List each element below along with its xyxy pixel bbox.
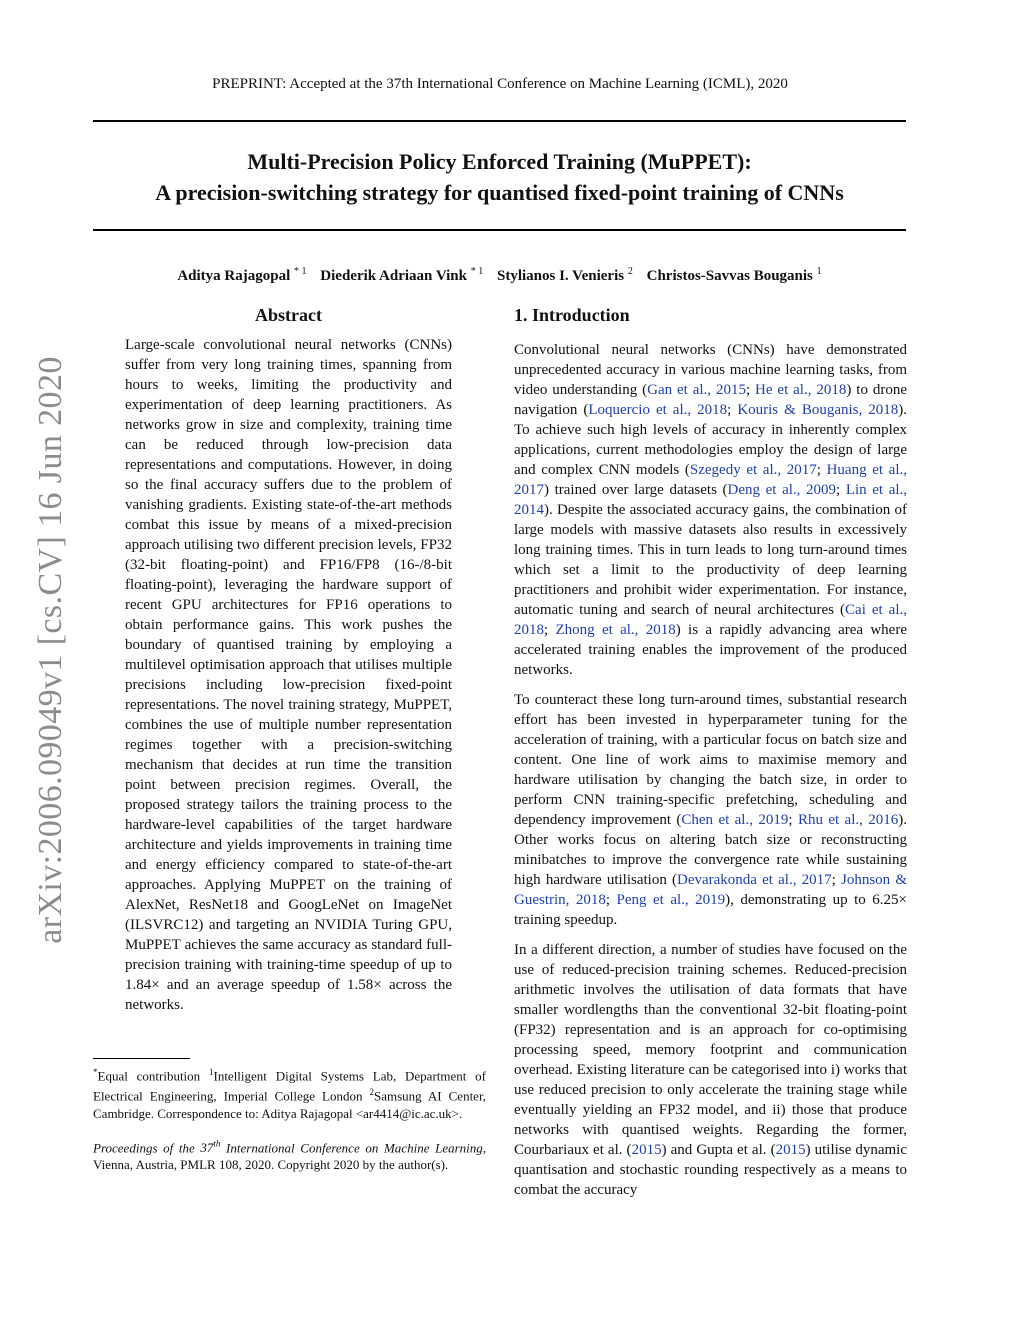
- citation-link[interactable]: Zhong et al., 2018: [555, 622, 676, 638]
- title-top-rule: [93, 120, 906, 122]
- title-line-1: Multi-Precision Policy Enforced Training (MuPPET):: [247, 149, 752, 174]
- citation-link[interactable]: Huang et al., 2017: [514, 462, 907, 498]
- footnotes: [93, 1064, 486, 1173]
- paragraph-text: ). To achieve such high levels of accuracy in inherently complex applications, current methodologies employ the design of large and complex CNN models (: [514, 402, 907, 478]
- title-bottom-rule: [93, 229, 906, 231]
- citation-link[interactable]: Kouris & Bouganis, 2018: [737, 402, 899, 418]
- paragraph-text: Convolutional neural networks (CNNs) have demonstrated unprecedented accuracy in various machine learning tasks, from video understanding (: [514, 342, 907, 398]
- citation-link[interactable]: Gan et al., 2015: [647, 382, 746, 398]
- title-line-2: A precision-switching strategy for quantised fixed-point training of CNNs: [155, 180, 844, 205]
- citation-link[interactable]: Johnson & Guestrin, 2018: [514, 872, 908, 908]
- paragraph-text: ;: [816, 462, 827, 478]
- author-list: [93, 266, 906, 285]
- paragraph-text: ;: [544, 622, 556, 638]
- paragraph-text: In a different direction, a number of studies have focused on the use of reduced-precision training schemes. Reduced-precision arithmetic involves the utilisation of data formats that have smaller wordlengths than the conventional 32-bit floating-point (FP32) representation and is an approach for co-optimising processing speed, memory footprint and communication overhead. Existing literature can be categorised into i) works that use reduced precision to only accelerate the training stage while eventually yielding an FP32 model, and ii) those that produce networks with quantised weights. Regarding the former, Courbariaux et al. (: [514, 942, 907, 1158]
- citation-link[interactable]: He et al., 2018: [755, 382, 847, 398]
- intro-heading: 1. Introduction: [514, 305, 630, 325]
- author: Aditya Rajagopal $^{* 1}$: [177, 266, 307, 284]
- abstract-text: Large-scale convolutional neural networks (CNNs) suffer from very long training times, spanning from hours to weeks, limiting the productivity and experimentation of deep learning practitioners. As networks grow in size and complexity, training time can be reduced through low-precision data representations and computations. However, in doing so the final accuracy suffers due to the problem of vanishing gradients. Existing state-of-the-art methods combat this issue by means of a mixed-precision approach utilising two different precision levels, FP32 (32-bit floating-point) and FP16/FP8 (16-/8-bit floating-point), leveraging the hardware support of recent GPU architectures for FP16 operations to obtain performance gains. This work pushes the boundary of quantised training by employing a multilevel optimisation approach that utilises multiple precisions including low-precision fixed-point representations. The novel training strategy, MuPPET, combines the use of multiple number representation regimes together with a precision-switching mechanism that decides at run time the transition point between precision regimes. Overall, the proposed strategy tailors the training process to the hardware-level capabilities of the target hardware architecture and yields improvements in training time and energy efficiency compared to state-of-the-art approaches. Applying MuPPET on the training of AlexNet, ResNet18 and GoogLeNet on ImageNet (ILSVRC12) and targeting an NVIDIA Turing GPU, MuPPET achieves the same accuracy as standard full-precision training with training-time speedup of up to 1.84× and an average speedup of 1.58× across the networks.: [125, 337, 452, 1013]
- paragraph-text: ) is a rapidly advancing area where accelerated training enables the improvement of the produced networks.: [514, 622, 907, 678]
- intro-paragraph: [514, 340, 907, 680]
- arxiv-stamp: arXiv:2006.09049v1 [cs.CV] 16 Jun 2020: [32, 356, 69, 944]
- author: Christos-Savvas Bouganis $^1$: [646, 266, 822, 284]
- paragraph-text: ) trained over large datasets (: [544, 482, 728, 498]
- paragraph-text: ), demonstrating up to 6.25× training speedup.: [514, 892, 907, 928]
- paragraph-text: ;: [745, 382, 756, 398]
- author: Stylianos I. Venieris $^2$: [496, 266, 633, 284]
- paragraph-text: ). Despite the associated accuracy gains, the combination of large models with massive datasets also results in excessively long training times. This in turn leads to long turn-around times which set a limit to the productivity of deep learning practitioners and prohibit wider experimentation. For instance, automatic tuning and search of neural architectures (: [514, 502, 907, 618]
- paragraph-text: ). Other works focus on altering batch size or reconstructing minibatches to improve the convergence rate while sustaining high hardware utilisation (: [514, 812, 908, 888]
- intro-paragraph: [514, 940, 907, 1200]
- citation-link[interactable]: 2015: [631, 1142, 662, 1158]
- author: Diederik Adriaan Vink $^{* 1}$: [320, 266, 484, 284]
- intro-paragraph: [514, 690, 907, 930]
- citation-link[interactable]: Chen et al., 2019: [681, 812, 789, 828]
- paragraph-text: ;: [836, 482, 846, 498]
- paragraph-text: ) and Gupta et al. (: [661, 1142, 776, 1158]
- citation-link[interactable]: 2015: [775, 1142, 806, 1158]
- citation-link[interactable]: Devarakonda et al., 2017: [677, 872, 832, 888]
- footnote-affiliations: *Equal contribution $^1$Intelligent Digital Systems Lab, Department of Electrical Engineering, Imperial College London $^2$Samsung AI Center, Cambridge. Correspondence to: Aditya Rajagopal <ar4414@ic.ac.uk>.: [93, 1067, 487, 1121]
- footnote-affil-1: Intelligent Digital Systems Lab, Department of Electrical Engineering, Imperial College London: [93, 1068, 487, 1104]
- paragraph-text: ;: [788, 812, 798, 828]
- abstract-heading: Abstract: [255, 305, 322, 325]
- paragraph-text: To counteract these long turn-around times, substantial research effort has been invested in hyperparameter tuning for the acceleration of training, with a particular focus on batch size and content. One line of work aims to maximise memory and hardware utilisation by changing the batch size, in order to perform CNN training-specific prefetching, scheduling and dependency improvement (: [514, 692, 907, 828]
- paragraph-text: ;: [831, 872, 841, 888]
- footnote-rule: [93, 1058, 190, 1059]
- citation-link[interactable]: Lin et al., 2014: [514, 482, 908, 518]
- paragraph-text: ) utilise dynamic quantisation and stochastic rounding respectively as a means to combat the accuracy: [514, 1142, 908, 1198]
- citation-link[interactable]: Rhu et al., 2016: [797, 812, 899, 828]
- paragraph-text: ;: [727, 402, 738, 418]
- proceedings-note: Proceedings of the 37th International Conference on Machine Learning, Vienna, Austria, PMLR 108, 2020. Copyright 2020 by the author(s).: [93, 1138, 487, 1172]
- paragraph-text: ) to drone navigation (: [514, 382, 907, 418]
- footnote-affil-2: Samsung AI Center, Cambridge. Correspondence to: Aditya Rajagopal <ar4414@ic.ac.uk>.: [93, 1088, 487, 1121]
- citation-link[interactable]: Peng et al., 2019: [616, 892, 726, 908]
- paper-title: [93, 146, 906, 208]
- paragraph-text: ;: [605, 892, 617, 908]
- footnote-equal: Equal contribution: [97, 1068, 201, 1084]
- citation-link[interactable]: Deng et al., 2009: [727, 482, 837, 498]
- intro-body: [514, 340, 907, 1210]
- preprint-header: PREPRINT: Accepted at the 37th International Conference on Machine Learning (ICML), 2020: [212, 76, 788, 92]
- citation-link[interactable]: Szegedy et al., 2017: [689, 462, 817, 478]
- citation-link[interactable]: Loquercio et al., 2018: [588, 402, 728, 418]
- citation-link[interactable]: Cai et al., 2018: [514, 602, 908, 638]
